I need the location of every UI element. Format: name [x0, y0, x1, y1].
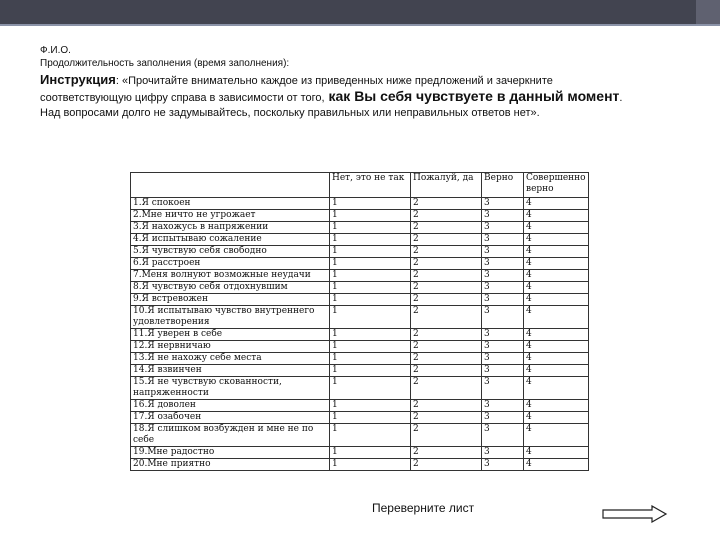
- table-row: [131, 198, 589, 210]
- column-header-fully-true: Совершенно верно: [524, 173, 589, 198]
- top-bar-corner: [696, 0, 720, 24]
- score-option-1[interactable]: 1: [330, 198, 411, 210]
- score-option-2[interactable]: 2: [411, 365, 482, 377]
- score-option-2[interactable]: 2: [411, 210, 482, 222]
- score-option-1[interactable]: 1: [330, 258, 411, 270]
- score-option-3[interactable]: 3: [482, 447, 524, 459]
- score-option-1[interactable]: 1: [330, 412, 411, 424]
- row-statement: 1.Я спокоен: [131, 198, 330, 210]
- table-row: [131, 377, 589, 400]
- row-statement: 9.Я встревожен: [131, 294, 330, 306]
- instruction-text-1: : «Прочитайте внимательно каждое из приведенных ниже предложений и зачеркните соответствующую цифру справа в зависимости от того,: [40, 75, 553, 104]
- score-option-3[interactable]: 3: [482, 306, 524, 329]
- score-option-4[interactable]: 4: [524, 341, 589, 353]
- table-row: [131, 424, 589, 447]
- row-statement: 5.Я чувствую себя свободно: [131, 246, 330, 258]
- score-option-3[interactable]: 3: [482, 210, 524, 222]
- score-option-2[interactable]: 2: [411, 447, 482, 459]
- column-header-true: Верно: [482, 173, 524, 198]
- score-option-2[interactable]: 2: [411, 270, 482, 282]
- score-option-1[interactable]: 1: [330, 282, 411, 294]
- score-option-2[interactable]: 2: [411, 329, 482, 341]
- score-option-1[interactable]: 1: [330, 294, 411, 306]
- score-option-4[interactable]: 4: [524, 400, 589, 412]
- table-row: [131, 365, 589, 377]
- score-option-2[interactable]: 2: [411, 246, 482, 258]
- row-statement: 6.Я расстроен: [131, 258, 330, 270]
- row-statement: 4.Я испытываю сожаление: [131, 234, 330, 246]
- questionnaire-table: [130, 172, 589, 471]
- score-option-4[interactable]: 4: [524, 246, 589, 258]
- table-row: [131, 246, 589, 258]
- score-option-3[interactable]: 3: [482, 365, 524, 377]
- score-option-2[interactable]: 2: [411, 222, 482, 234]
- table-row: [131, 270, 589, 282]
- score-option-1[interactable]: 1: [330, 329, 411, 341]
- form-header: [40, 44, 640, 70]
- instruction-block: [40, 72, 640, 121]
- score-option-1[interactable]: 1: [330, 210, 411, 222]
- instruction-emphasis: как Вы себя чувствуете в данный момент: [324, 88, 620, 104]
- table-row: [131, 341, 589, 353]
- score-option-1[interactable]: 1: [330, 459, 411, 471]
- score-option-1[interactable]: 1: [330, 270, 411, 282]
- row-statement: 7.Меня волнуют возможные неудачи: [131, 270, 330, 282]
- score-option-4[interactable]: 4: [524, 377, 589, 400]
- table-row: [131, 459, 589, 471]
- score-option-4[interactable]: 4: [524, 447, 589, 459]
- table-row: [131, 329, 589, 341]
- score-option-4[interactable]: 4: [524, 294, 589, 306]
- top-bar: [0, 0, 720, 24]
- score-option-1[interactable]: 1: [330, 246, 411, 258]
- turn-over-label: Переверните лист: [372, 501, 475, 515]
- score-option-4[interactable]: 4: [524, 222, 589, 234]
- score-option-3[interactable]: 3: [482, 412, 524, 424]
- score-option-2[interactable]: 2: [411, 306, 482, 329]
- score-option-4[interactable]: 4: [524, 234, 589, 246]
- score-option-1[interactable]: 1: [330, 400, 411, 412]
- score-option-2[interactable]: 2: [411, 424, 482, 447]
- score-option-3[interactable]: 3: [482, 222, 524, 234]
- table-row: [131, 294, 589, 306]
- score-option-3[interactable]: 3: [482, 198, 524, 210]
- score-option-1[interactable]: 1: [330, 306, 411, 329]
- table-row: [131, 210, 589, 222]
- score-option-4[interactable]: 4: [524, 459, 589, 471]
- table-row: [131, 412, 589, 424]
- score-option-2[interactable]: 2: [411, 377, 482, 400]
- score-option-1[interactable]: 1: [330, 447, 411, 459]
- score-option-3[interactable]: 3: [482, 329, 524, 341]
- instruction-label: Инструкция: [40, 72, 116, 87]
- score-option-2[interactable]: 2: [411, 294, 482, 306]
- score-option-3[interactable]: 3: [482, 270, 524, 282]
- score-option-1[interactable]: 1: [330, 377, 411, 400]
- score-option-3[interactable]: 3: [482, 377, 524, 400]
- row-statement: 16.Я доволен: [131, 400, 330, 412]
- row-statement: 14.Я взвинчен: [131, 365, 330, 377]
- score-option-1[interactable]: 1: [330, 341, 411, 353]
- table-row: [131, 447, 589, 459]
- score-option-4[interactable]: 4: [524, 329, 589, 341]
- header-item-cell: [131, 173, 330, 198]
- row-statement: 10.Я испытываю чувство внутреннего удовлетворения: [131, 306, 330, 329]
- score-option-2[interactable]: 2: [411, 341, 482, 353]
- score-option-2[interactable]: 2: [411, 234, 482, 246]
- score-option-4[interactable]: 4: [524, 412, 589, 424]
- score-option-3[interactable]: 3: [482, 341, 524, 353]
- accent-line: [0, 24, 720, 26]
- score-option-4[interactable]: 4: [524, 282, 589, 294]
- score-option-4[interactable]: 4: [524, 306, 589, 329]
- table-row: [131, 353, 589, 365]
- score-option-4[interactable]: 4: [524, 424, 589, 447]
- table-row: [131, 282, 589, 294]
- score-option-2[interactable]: 2: [411, 412, 482, 424]
- row-statement: 15.Я не чувствую скованности, напряженности: [131, 377, 330, 400]
- score-option-4[interactable]: 4: [524, 210, 589, 222]
- score-option-3[interactable]: 3: [482, 258, 524, 270]
- score-option-2[interactable]: 2: [411, 400, 482, 412]
- table-row: [131, 258, 589, 270]
- score-option-1[interactable]: 1: [330, 234, 411, 246]
- instruction-text-2: . Над вопросами долго не задумывайтесь, поскольку правильных или неправильных ответов нет».: [40, 92, 623, 119]
- table-header-row: [131, 173, 589, 198]
- column-header-no: Нет, это не так: [330, 173, 411, 198]
- score-option-1[interactable]: 1: [330, 353, 411, 365]
- row-statement: 8.Я чувствую себя отдохнувшим: [131, 282, 330, 294]
- score-option-3[interactable]: 3: [482, 246, 524, 258]
- score-option-4[interactable]: 4: [524, 258, 589, 270]
- score-option-1[interactable]: 1: [330, 365, 411, 377]
- table-row: [131, 234, 589, 246]
- row-statement: 13.Я не нахожу себе места: [131, 353, 330, 365]
- score-option-4[interactable]: 4: [524, 270, 589, 282]
- score-option-2[interactable]: 2: [411, 282, 482, 294]
- duration-label: Продолжительность заполнения (время заполнения):: [40, 58, 290, 69]
- table-row: [131, 306, 589, 329]
- fio-label: Ф.И.О.: [40, 45, 71, 56]
- score-option-4[interactable]: 4: [524, 198, 589, 210]
- score-option-2[interactable]: 2: [411, 198, 482, 210]
- score-option-2[interactable]: 2: [411, 353, 482, 365]
- score-option-3[interactable]: 3: [482, 234, 524, 246]
- row-statement: 12.Я нервничаю: [131, 341, 330, 353]
- row-statement: 11.Я уверен в себе: [131, 329, 330, 341]
- score-option-2[interactable]: 2: [411, 258, 482, 270]
- score-option-3[interactable]: 3: [482, 400, 524, 412]
- row-statement: 20.Мне приятно: [131, 459, 330, 471]
- table-row: [131, 222, 589, 234]
- row-statement: 2.Мне ничто не угрожает: [131, 210, 330, 222]
- score-option-1[interactable]: 1: [330, 424, 411, 447]
- row-statement: 19.Мне радостно: [131, 447, 330, 459]
- score-option-4[interactable]: 4: [524, 353, 589, 365]
- score-option-2[interactable]: 2: [411, 459, 482, 471]
- score-option-3[interactable]: 3: [482, 459, 524, 471]
- column-header-maybe: Пожалуй, да: [411, 173, 482, 198]
- row-statement: 3.Я нахожусь в напряжении: [131, 222, 330, 234]
- table-row: [131, 400, 589, 412]
- score-option-1[interactable]: 1: [330, 222, 411, 234]
- score-option-4[interactable]: 4: [524, 365, 589, 377]
- score-option-3[interactable]: 3: [482, 353, 524, 365]
- score-option-3[interactable]: 3: [482, 282, 524, 294]
- score-option-3[interactable]: 3: [482, 424, 524, 447]
- row-statement: 17.Я озабочен: [131, 412, 330, 424]
- score-option-3[interactable]: 3: [482, 294, 524, 306]
- row-statement: 18.Я слишком возбужден и мне не по себе: [131, 424, 330, 447]
- arrow-right-icon: [602, 505, 668, 523]
